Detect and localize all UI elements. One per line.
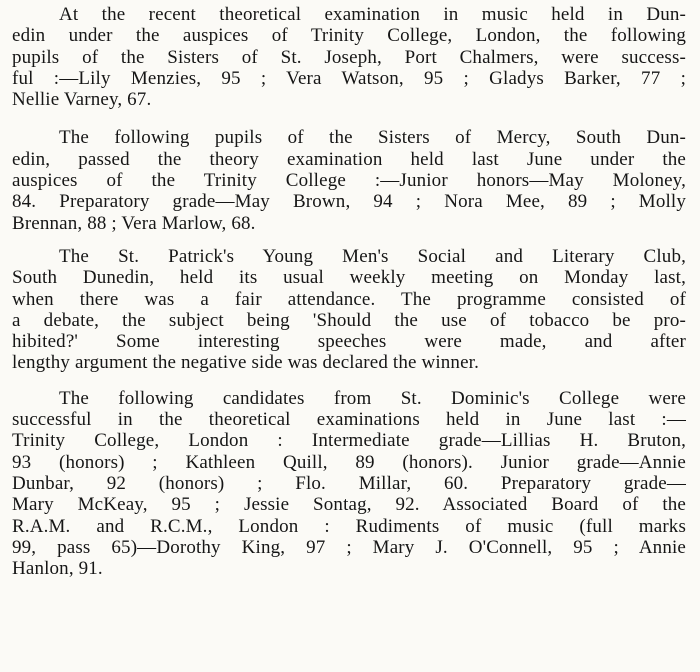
text-line: a debate, the subject being 'Should the use of tobacco be pro-: [12, 309, 686, 331]
text-line: 84. Preparatory grade—May Brown, 94 ; Nora Mee, 89 ; Molly: [12, 191, 686, 213]
text-line: lengthy argument the negative side was declared the winner.: [12, 352, 479, 374]
text-line: 99, pass 65)—Dorothy King, 97 ; Mary J. O'Connell, 95 ; Annie: [12, 536, 686, 558]
text-line: At the recent theoretical examination in music held in Dun-: [59, 4, 686, 25]
text-line: 93 (honors) ; Kathleen Quill, 89 (honors). Junior grade—Annie: [12, 451, 686, 473]
text-line: ful :—Lily Menzies, 95 ; Vera Watson, 95 ; Gladys Barker, 77 ;: [12, 67, 686, 89]
text-line: when there was a fair attendance. The programme consisted of: [12, 288, 686, 310]
text-line: successful in the theoretical examinations held in June last :—: [12, 409, 686, 431]
text-line: Dunbar, 92 (honors) ; Flo. Millar, 60. Preparatory grade—: [12, 472, 686, 494]
text-line: hibited?' Some interesting speeches were made, and after: [12, 331, 686, 353]
text-line: The following candidates from St. Dominic's College were: [59, 387, 686, 409]
text-line: auspices of the Trinity College :—Junior honors—May Moloney,: [12, 170, 686, 192]
text-line: The following pupils of the Sisters of Mercy, South Dun-: [59, 127, 686, 149]
paragraph-st-patricks-club: [12, 246, 686, 374]
text-line: Hanlon, 91.: [12, 558, 103, 580]
text-line: Nellie Varney, 67.: [12, 89, 152, 111]
text-line: Brennan, 88 ; Vera Marlow, 68.: [12, 212, 256, 234]
text-line: South Dunedin, held its usual weekly meeting on Monday last,: [12, 267, 686, 289]
text-line: The St. Patrick's Young Men's Social and Literary Club,: [59, 245, 686, 267]
text-line: pupils of the Sisters of St. Joseph, Port Chalmers, were success-: [12, 46, 686, 68]
text-line: R.A.M. and R.C.M., London : Rudiments of music (full marks: [12, 515, 686, 537]
paragraph-port-chalmers-results: [12, 4, 686, 110]
text-line: edin, passed the theory examination held last June under the: [12, 148, 686, 170]
paragraph-st-dominics-results: [12, 388, 686, 580]
text-line: Trinity College, London : Intermediate grade—Lillias H. Bruton,: [12, 430, 686, 452]
text-line: Mary McKeay, 95 ; Jessie Sontag, 92. Associated Board of the: [12, 494, 686, 516]
paragraph-south-dunedin-mercy-results: [12, 127, 686, 233]
text-line: edin under the auspices of Trinity College, London, the following: [12, 25, 686, 47]
